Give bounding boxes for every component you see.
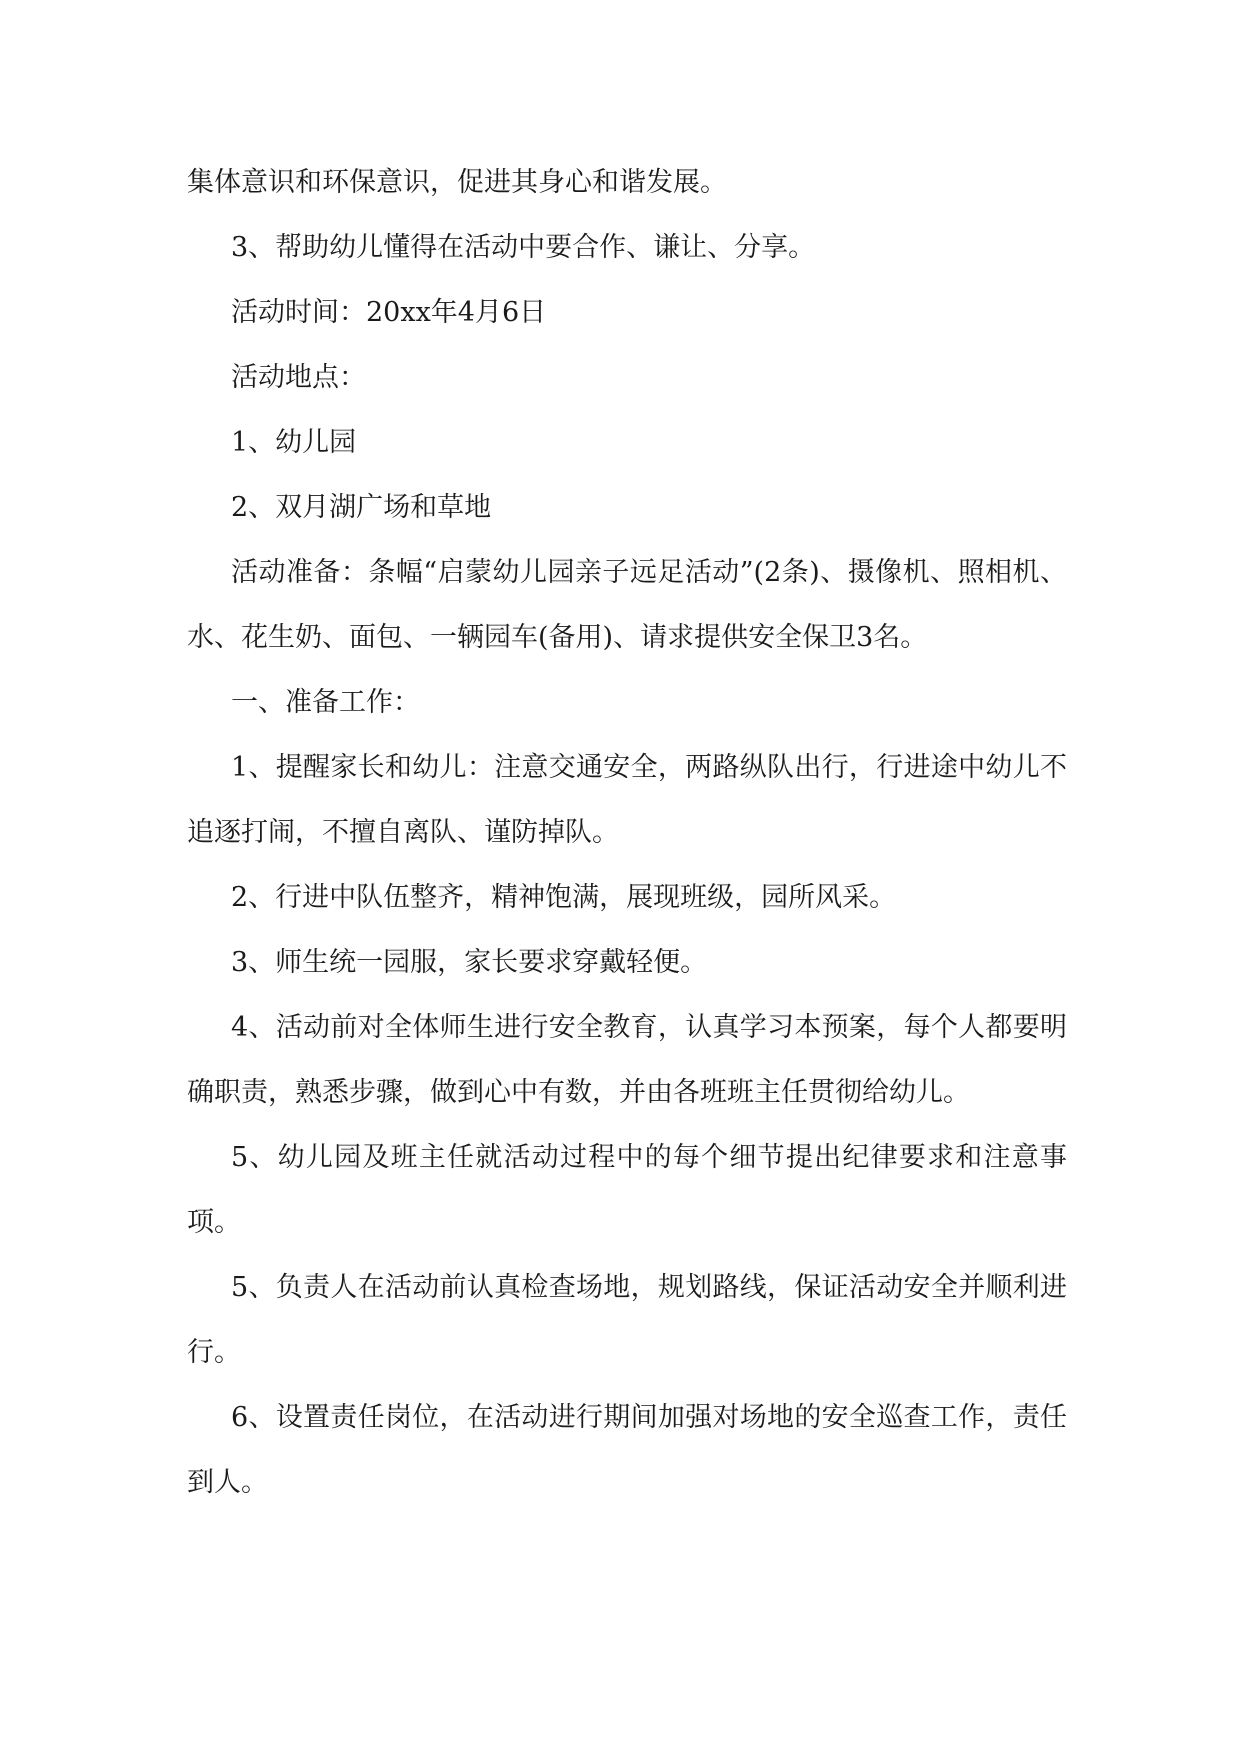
paragraph-prep-4: 4、活动前对全体师生进行安全教育，认真学习本预案，每个人都要明确职责，熟悉步骤，做到心中有数，并由各班班主任贯彻给幼儿。: [187, 1012, 1067, 1108]
document-body: [187, 150, 1067, 1515]
paragraph-goal-3: 3、帮助幼儿懂得在活动中要合作、谦让、分享。: [231, 232, 816, 263]
paragraph-prep-1: 1、提醒家长和幼儿：注意交通安全，两路纵队出行，行进途中幼儿不追逐打闹，不擅自离队、谨防掉队。: [187, 752, 1067, 848]
paragraph-location-1: 1、幼儿园: [231, 427, 357, 458]
paragraph-continuation: 集体意识和环保意识，促进其身心和谐发展。: [187, 167, 727, 198]
paragraph-prep-2: 2、行进中队伍整齐，精神饱满，展现班级，园所风采。: [231, 882, 897, 913]
paragraph-prep-5b: 5、负责人在活动前认真检查场地，规划路线，保证活动安全并顺利进行。: [187, 1272, 1067, 1368]
section-heading-preparation: 一、准备工作：: [231, 687, 420, 718]
paragraph-prep-6: 6、设置责任岗位，在活动进行期间加强对场地的安全巡查工作，责任到人。: [187, 1402, 1067, 1498]
paragraph-activity-location: 活动地点：: [231, 362, 366, 393]
paragraph-activity-time: 活动时间：20xx年4月6日: [231, 297, 547, 328]
paragraph-prep-3: 3、师生统一园服，家长要求穿戴轻便。: [231, 947, 708, 978]
paragraph-location-2: 2、双月湖广场和草地: [231, 492, 492, 523]
paragraph-activity-preparation: 活动准备：条幅“启蒙幼儿园亲子远足活动”(2条)、摄像机、照相机、水、花生奶、面包、一辆园车(备用)、请求提供安全保卫3名。: [187, 557, 1067, 653]
paragraph-prep-5a: 5、幼儿园及班主任就活动过程中的每个细节提出纪律要求和注意事项。: [187, 1142, 1067, 1238]
